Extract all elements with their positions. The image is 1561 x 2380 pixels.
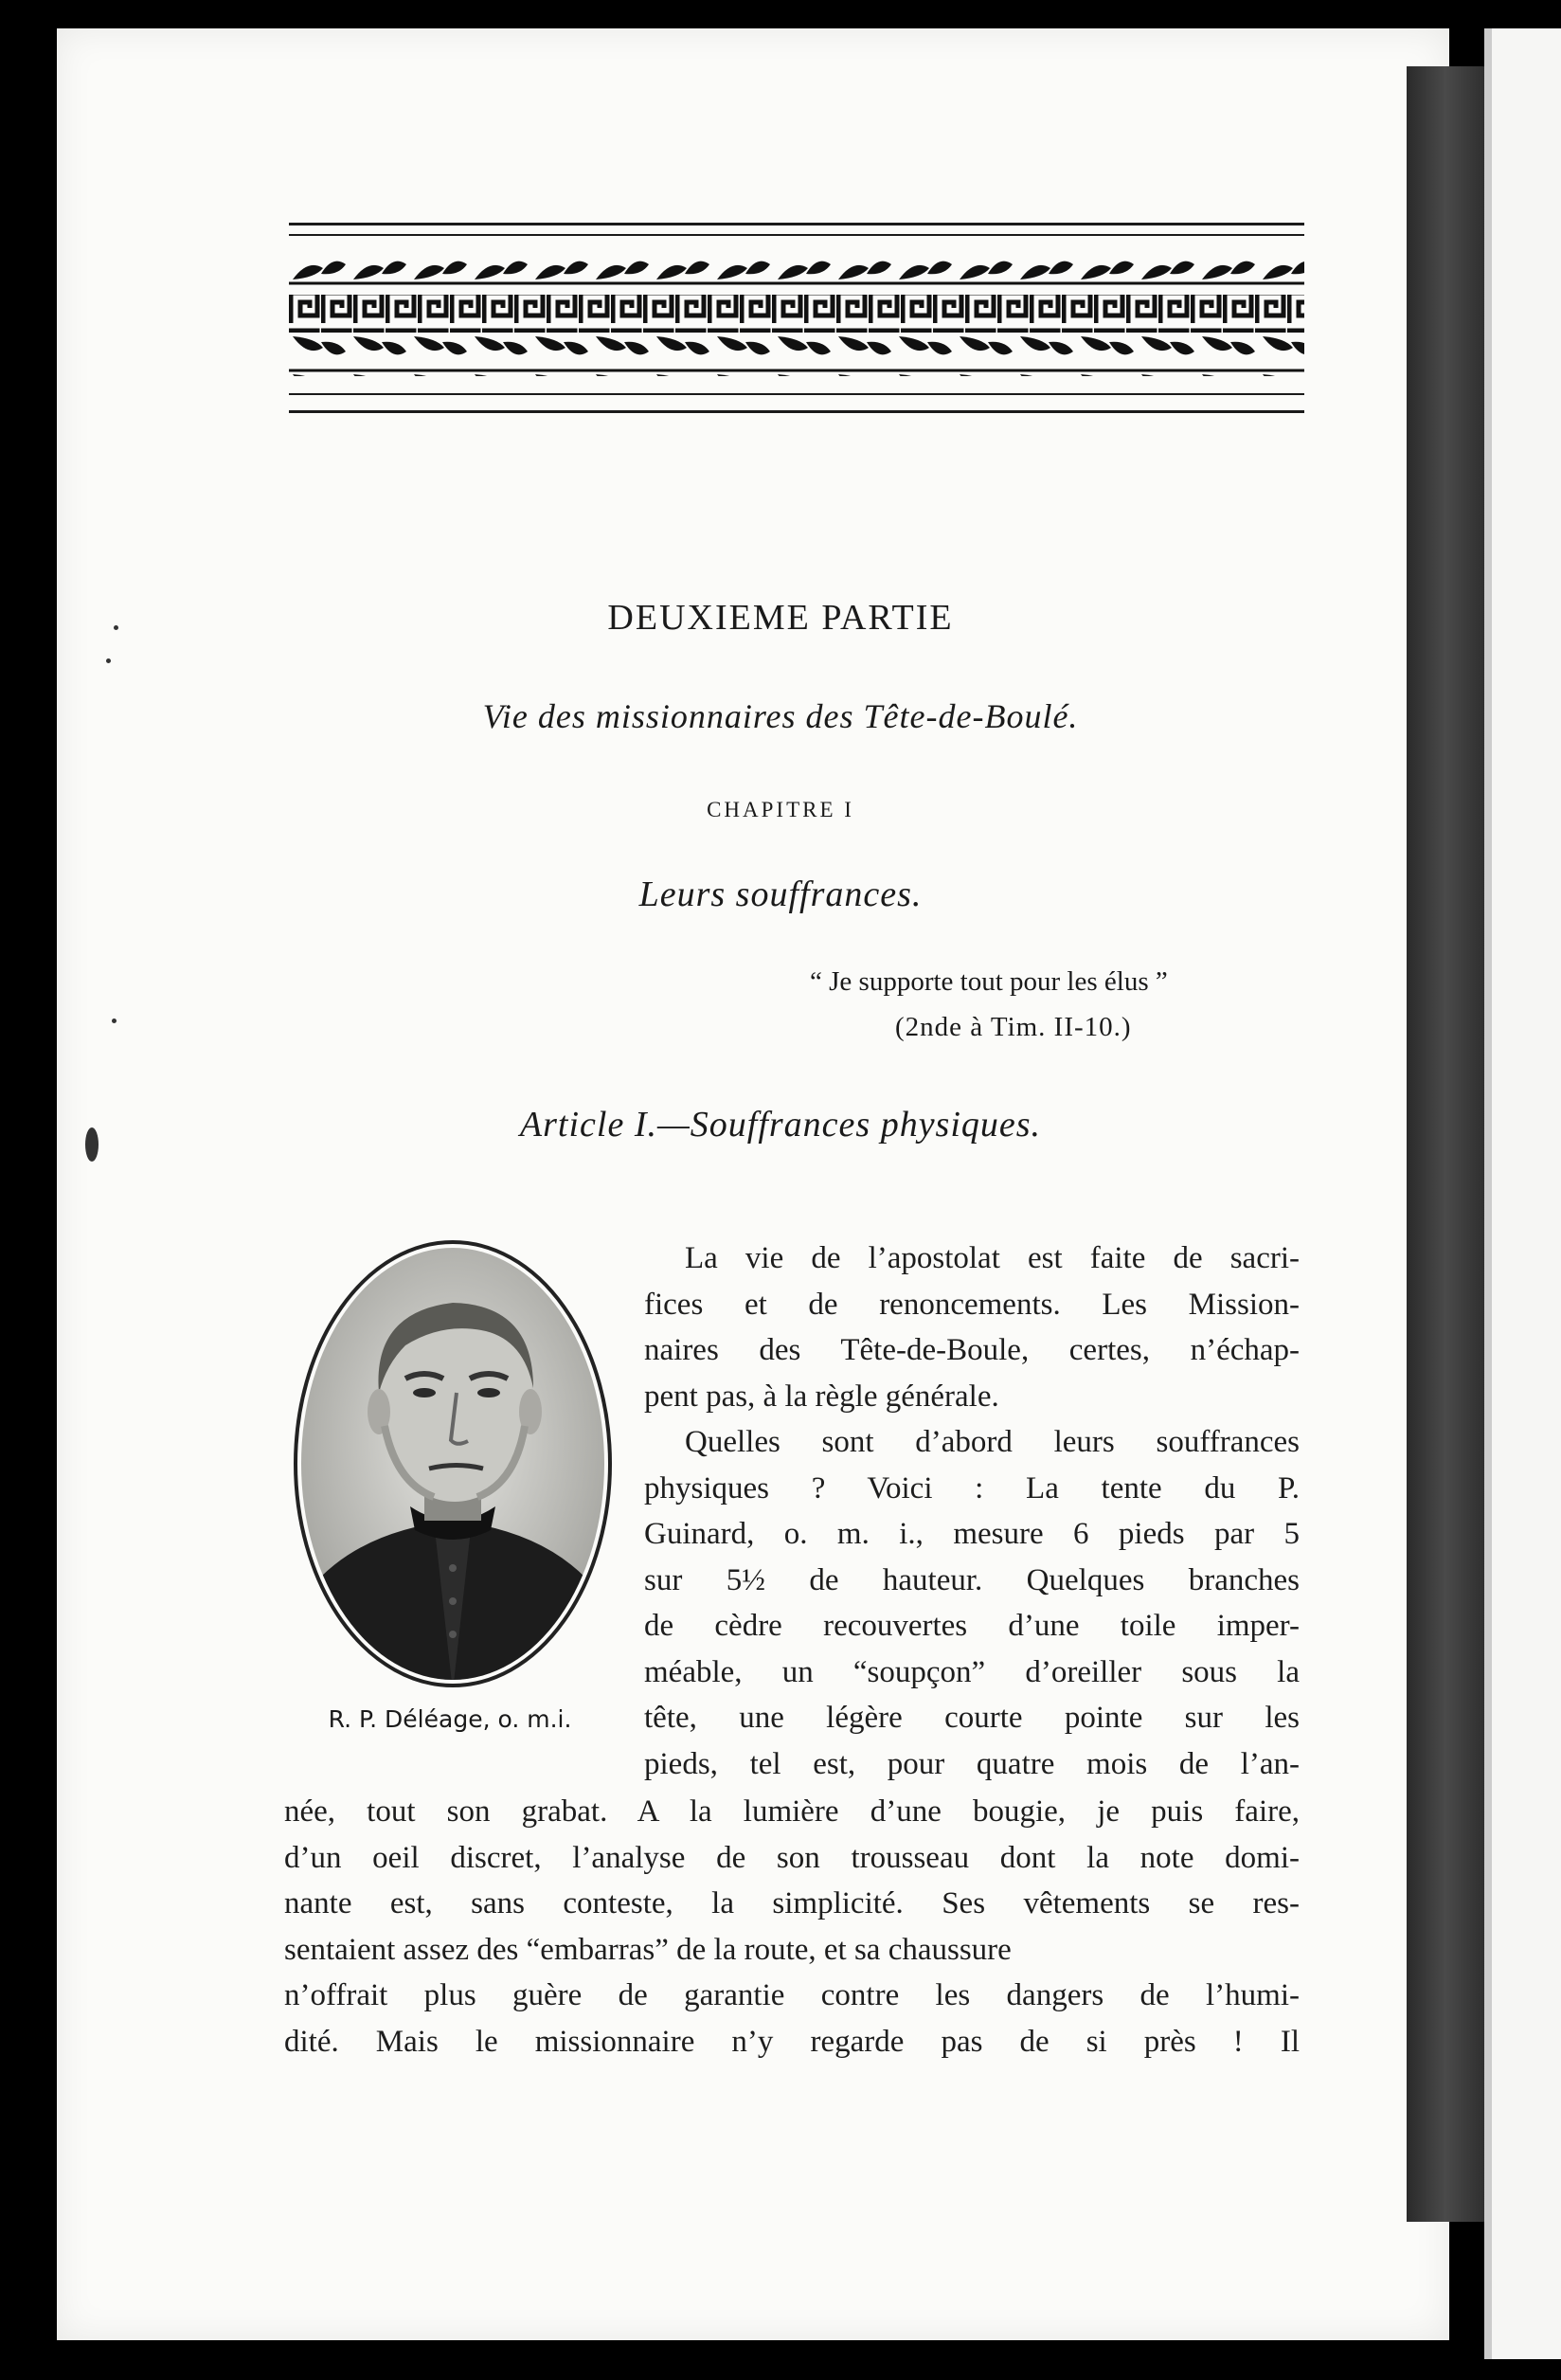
body-text-line: naires des Tête-de-Boule, certes, n’échap- — [644, 1333, 1300, 1367]
portrait-photo — [292, 1236, 614, 1691]
body-text-line: physiques ? Voici : La tente du P. — [644, 1470, 1300, 1506]
chapter-title: Leurs souffrances. — [638, 874, 923, 914]
chapter-label: CHAPITRE I — [707, 798, 854, 821]
body-text-line: née, tout son grabat. A la lumière d’une bougie, je puis faire, — [284, 1794, 1300, 1829]
scan-speck — [106, 658, 111, 663]
body-text-line: sur 5½ de hauteur. Quelques branches — [644, 1562, 1300, 1597]
body-text-line: n’offrait plus guère de garantie contre les dangers de l’humi- — [284, 1978, 1300, 2012]
body-text-line: Guinard, o. m. i., mesure 6 pieds par 5 — [644, 1517, 1300, 1551]
scan-speck — [112, 1019, 117, 1023]
body-text-line: pieds, tel est, pour quatre mois de l’an- — [644, 1746, 1300, 1781]
body-text-line: dité. Mais le missionnaire n’y regarde pas de si près ! Il — [284, 2024, 1300, 2059]
body-text-line: Quelles sont d’abord leurs souffrances — [685, 1425, 1300, 1459]
laurel-border-ornament — [289, 251, 1304, 384]
header-ornament — [289, 223, 1304, 422]
body-text-line: de cèdre recouvertes d’une toile imper- — [644, 1609, 1300, 1643]
body-text-line: pent pas, à la règle générale. — [644, 1379, 999, 1414]
body-text-line: fices et de renoncements. Les Mission- — [644, 1287, 1300, 1322]
facing-page-edge — [1484, 28, 1561, 2359]
epigraph-quote: “ Je supporte tout pour les élus ” — [810, 966, 1168, 997]
body-text-line: tête, une légère courte pointe sur les — [644, 1701, 1300, 1735]
body-text-line: La vie de l’apostolat est faite de sacri- — [685, 1241, 1300, 1275]
body-text-line: nante est, sans conteste, la simplicité. Ses vêtements se res- — [284, 1886, 1300, 1920]
body-text-line: sentaient assez des “embarras” de la route, et sa chaussure — [284, 1932, 1012, 1967]
body-text-line: d’un oeil discret, l’analyse de son trousseau dont la note domi- — [284, 1840, 1300, 1875]
portrait-caption: R. P. Déléage, o. m.i. — [328, 1705, 572, 1733]
article-title: Article I.—Souffrances physiques. — [519, 1105, 1042, 1145]
epigraph-reference: (2nde à Tim. II-10.) — [895, 1012, 1132, 1042]
part-title: DEUXIEME PARTIE — [607, 598, 954, 638]
body-text-line: méable, un “soupçon” d’oreiller sous la — [644, 1654, 1300, 1689]
part-subtitle: Vie des missionnaires des Tête-de-Boulé. — [482, 697, 1079, 735]
